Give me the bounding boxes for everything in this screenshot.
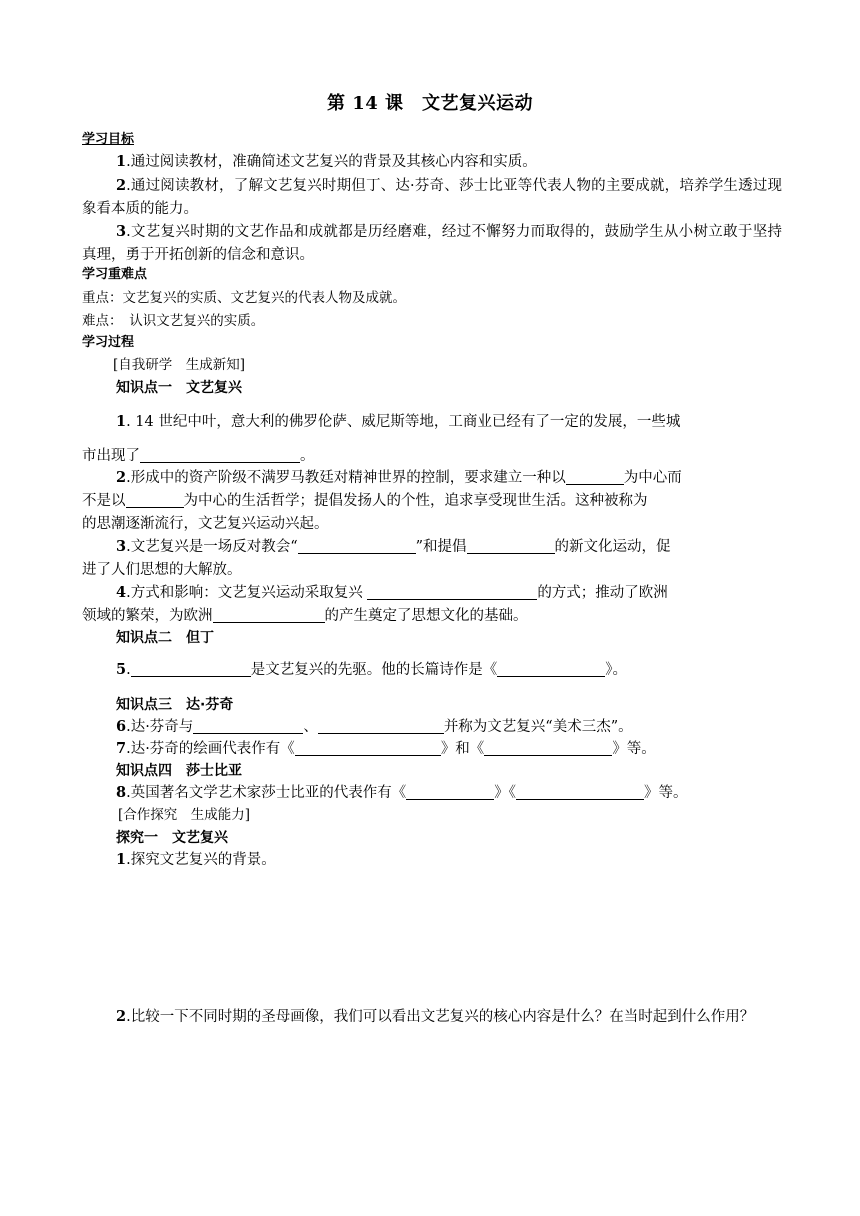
fill-blank[interactable]: [140, 447, 300, 463]
question-5: 5. 是文艺复兴的先驱。他的长篇诗作是《 》。: [116, 661, 627, 678]
question-1-line-2: 市出现了 。: [82, 448, 315, 464]
question-4-line-2: 领域的繁荣，为欧洲 的产生奠定了思想文化的基础。: [82, 608, 528, 624]
goal-2: 2.通过阅读教材，了解文艺复兴时期但丁、达·芬奇、莎士比亚等代表人物的主要成就，培养学生透过现象看本质的能力。: [82, 177, 782, 217]
question-8: 8.英国著名文学艺术家莎士比亚的代表作有《 》《 》等。: [116, 784, 688, 801]
question-2-line-1: 2.形成中的资产阶级不满罗马教廷对精神世界的控制，要求建立一种以 为中心而: [116, 469, 682, 486]
question-6: 6.达·芬奇与 、 并称为文艺复兴“美术三杰”。: [116, 718, 633, 735]
question-2-line-3: 的思潮逐渐流行，文艺复兴运动兴起。: [82, 516, 329, 532]
fill-blank[interactable]: [497, 661, 605, 677]
fill-blank[interactable]: [193, 718, 303, 734]
lesson-title: 第 14 课 文艺复兴运动: [326, 93, 534, 114]
goal-1: 1.通过阅读教材，准确简述文艺复兴的背景及其核心内容和实质。: [116, 153, 537, 170]
question-3-line-1: 3.文艺复兴是一场反对教会“ ”和提倡 的新文化运动，促: [116, 538, 671, 555]
goals-heading: 学习目标: [82, 132, 135, 147]
coop-label: [合作探究 生成能力]: [118, 807, 251, 823]
knowledge-point-1: 知识点一 文艺复兴: [116, 380, 242, 396]
goal-3: 3.文艺复兴时期的文艺作品和成就都是历经磨难，经过不懈努力而取得的，鼓励学生从小树立敢于坚持真理，勇于开拓创新的信念和意识。: [82, 223, 782, 263]
keypoints-heading: 学习重难点: [82, 267, 148, 282]
question-4-line-1: 4.方式和影响：文艺复兴运动采取复兴 的方式；推动了欧洲: [116, 584, 668, 601]
question-3-line-2: 进了人们思想的大解放。: [82, 562, 242, 578]
question-7: 7.达·芬奇的绘画代表作有《 》和《 》等。: [116, 740, 656, 757]
fill-blank[interactable]: [484, 740, 612, 756]
fill-blank[interactable]: [406, 784, 494, 800]
fill-blank[interactable]: [318, 718, 444, 734]
knowledge-point-4: 知识点四 莎士比亚: [116, 763, 242, 779]
explore-question-2: 2.比较一下不同时期的圣母画像，我们可以看出文艺复兴的核心内容是什么？在当时起到什么作用？: [116, 1008, 755, 1025]
self-study-label: [自我研学 生成新知]: [113, 357, 246, 373]
knowledge-point-3: 知识点三 达·芬奇: [116, 697, 234, 713]
process-heading: 学习过程: [82, 335, 135, 350]
key-focus: 重点：文艺复兴的实质、文艺复兴的代表人物及成就。: [82, 290, 406, 306]
fill-blank[interactable]: [516, 784, 644, 800]
fill-blank[interactable]: [566, 469, 624, 485]
fill-blank[interactable]: [467, 538, 555, 554]
fill-blank[interactable]: [126, 492, 184, 508]
key-difficulty: 难点： 认识文艺复兴的实质。: [82, 313, 265, 329]
knowledge-point-2: 知识点二 但丁: [116, 630, 214, 646]
question-1-line-1: 1. 14 世纪中叶，意大利的佛罗伦萨、威尼斯等地，工商业已经有了一定的发展，一些城: [116, 413, 681, 430]
fill-blank[interactable]: [298, 538, 416, 554]
fill-blank[interactable]: [213, 607, 325, 623]
fill-blank[interactable]: [131, 661, 251, 677]
fill-blank[interactable]: [367, 584, 537, 600]
explore-1-heading: 探究一 文艺复兴: [116, 830, 228, 846]
fill-blank[interactable]: [295, 740, 441, 756]
explore-question-1: 1.探究文艺复兴的背景。: [116, 851, 276, 868]
question-2-line-2: 不是以 为中心的生活哲学；提倡发扬人的个性，追求享受现世生活。这种被称为: [82, 493, 648, 509]
